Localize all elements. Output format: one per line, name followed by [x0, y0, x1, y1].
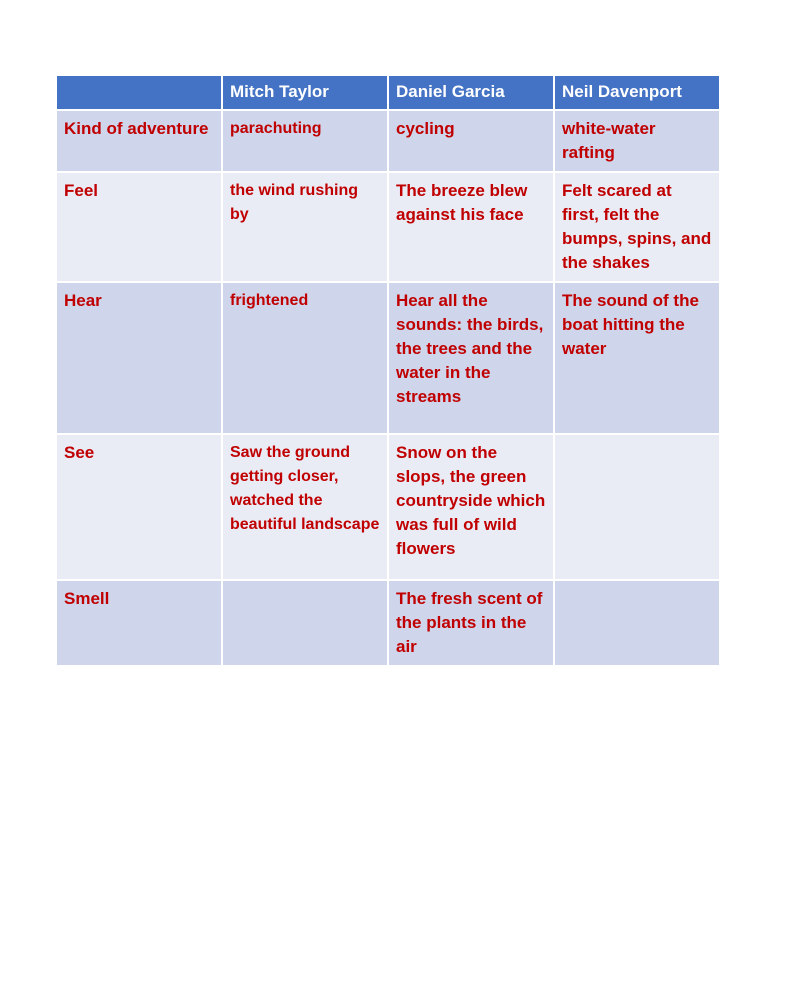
cell-see-mitch: Saw the ground getting closer, watched the beautiful landscape — [222, 434, 388, 580]
adventure-table-container — [55, 74, 719, 667]
cell-smell-mitch — [222, 580, 388, 666]
cell-see-neil — [554, 434, 720, 580]
cell-smell-neil — [554, 580, 720, 666]
row-label-see: See — [56, 434, 222, 580]
cell-kind-daniel: cycling — [388, 110, 554, 172]
header-mitch-taylor: Mitch Taylor — [222, 75, 388, 110]
header-daniel-garcia: Daniel Garcia — [388, 75, 554, 110]
cell-feel-mitch: the wind rushing by — [222, 172, 388, 282]
cell-kind-mitch: parachuting — [222, 110, 388, 172]
adventure-table — [55, 74, 721, 667]
row-label-hear: Hear — [56, 282, 222, 434]
cell-hear-neil: The sound of the boat hitting the water — [554, 282, 720, 434]
cell-kind-neil: white-water rafting — [554, 110, 720, 172]
table-row-hear — [56, 282, 720, 434]
table-header-row — [56, 75, 720, 110]
cell-see-daniel: Snow on the slops, the green countryside which was full of wild flowers — [388, 434, 554, 580]
table-row-feel — [56, 172, 720, 282]
table-row-kind-of-adventure — [56, 110, 720, 172]
row-label-feel: Feel — [56, 172, 222, 282]
row-label-smell: Smell — [56, 580, 222, 666]
header-corner-cell — [56, 75, 222, 110]
table-row-see — [56, 434, 720, 580]
cell-hear-daniel: Hear all the sounds: the birds, the trees and the water in the streams — [388, 282, 554, 434]
table-row-smell — [56, 580, 720, 666]
cell-smell-daniel: The fresh scent of the plants in the air — [388, 580, 554, 666]
cell-feel-daniel: The breeze blew against his face — [388, 172, 554, 282]
header-neil-davenport: Neil Davenport — [554, 75, 720, 110]
row-label-kind-of-adventure: Kind of adventure — [56, 110, 222, 172]
cell-feel-neil: Felt scared at first, felt the bumps, spins, and the shakes — [554, 172, 720, 282]
cell-hear-mitch: frightened — [222, 282, 388, 434]
